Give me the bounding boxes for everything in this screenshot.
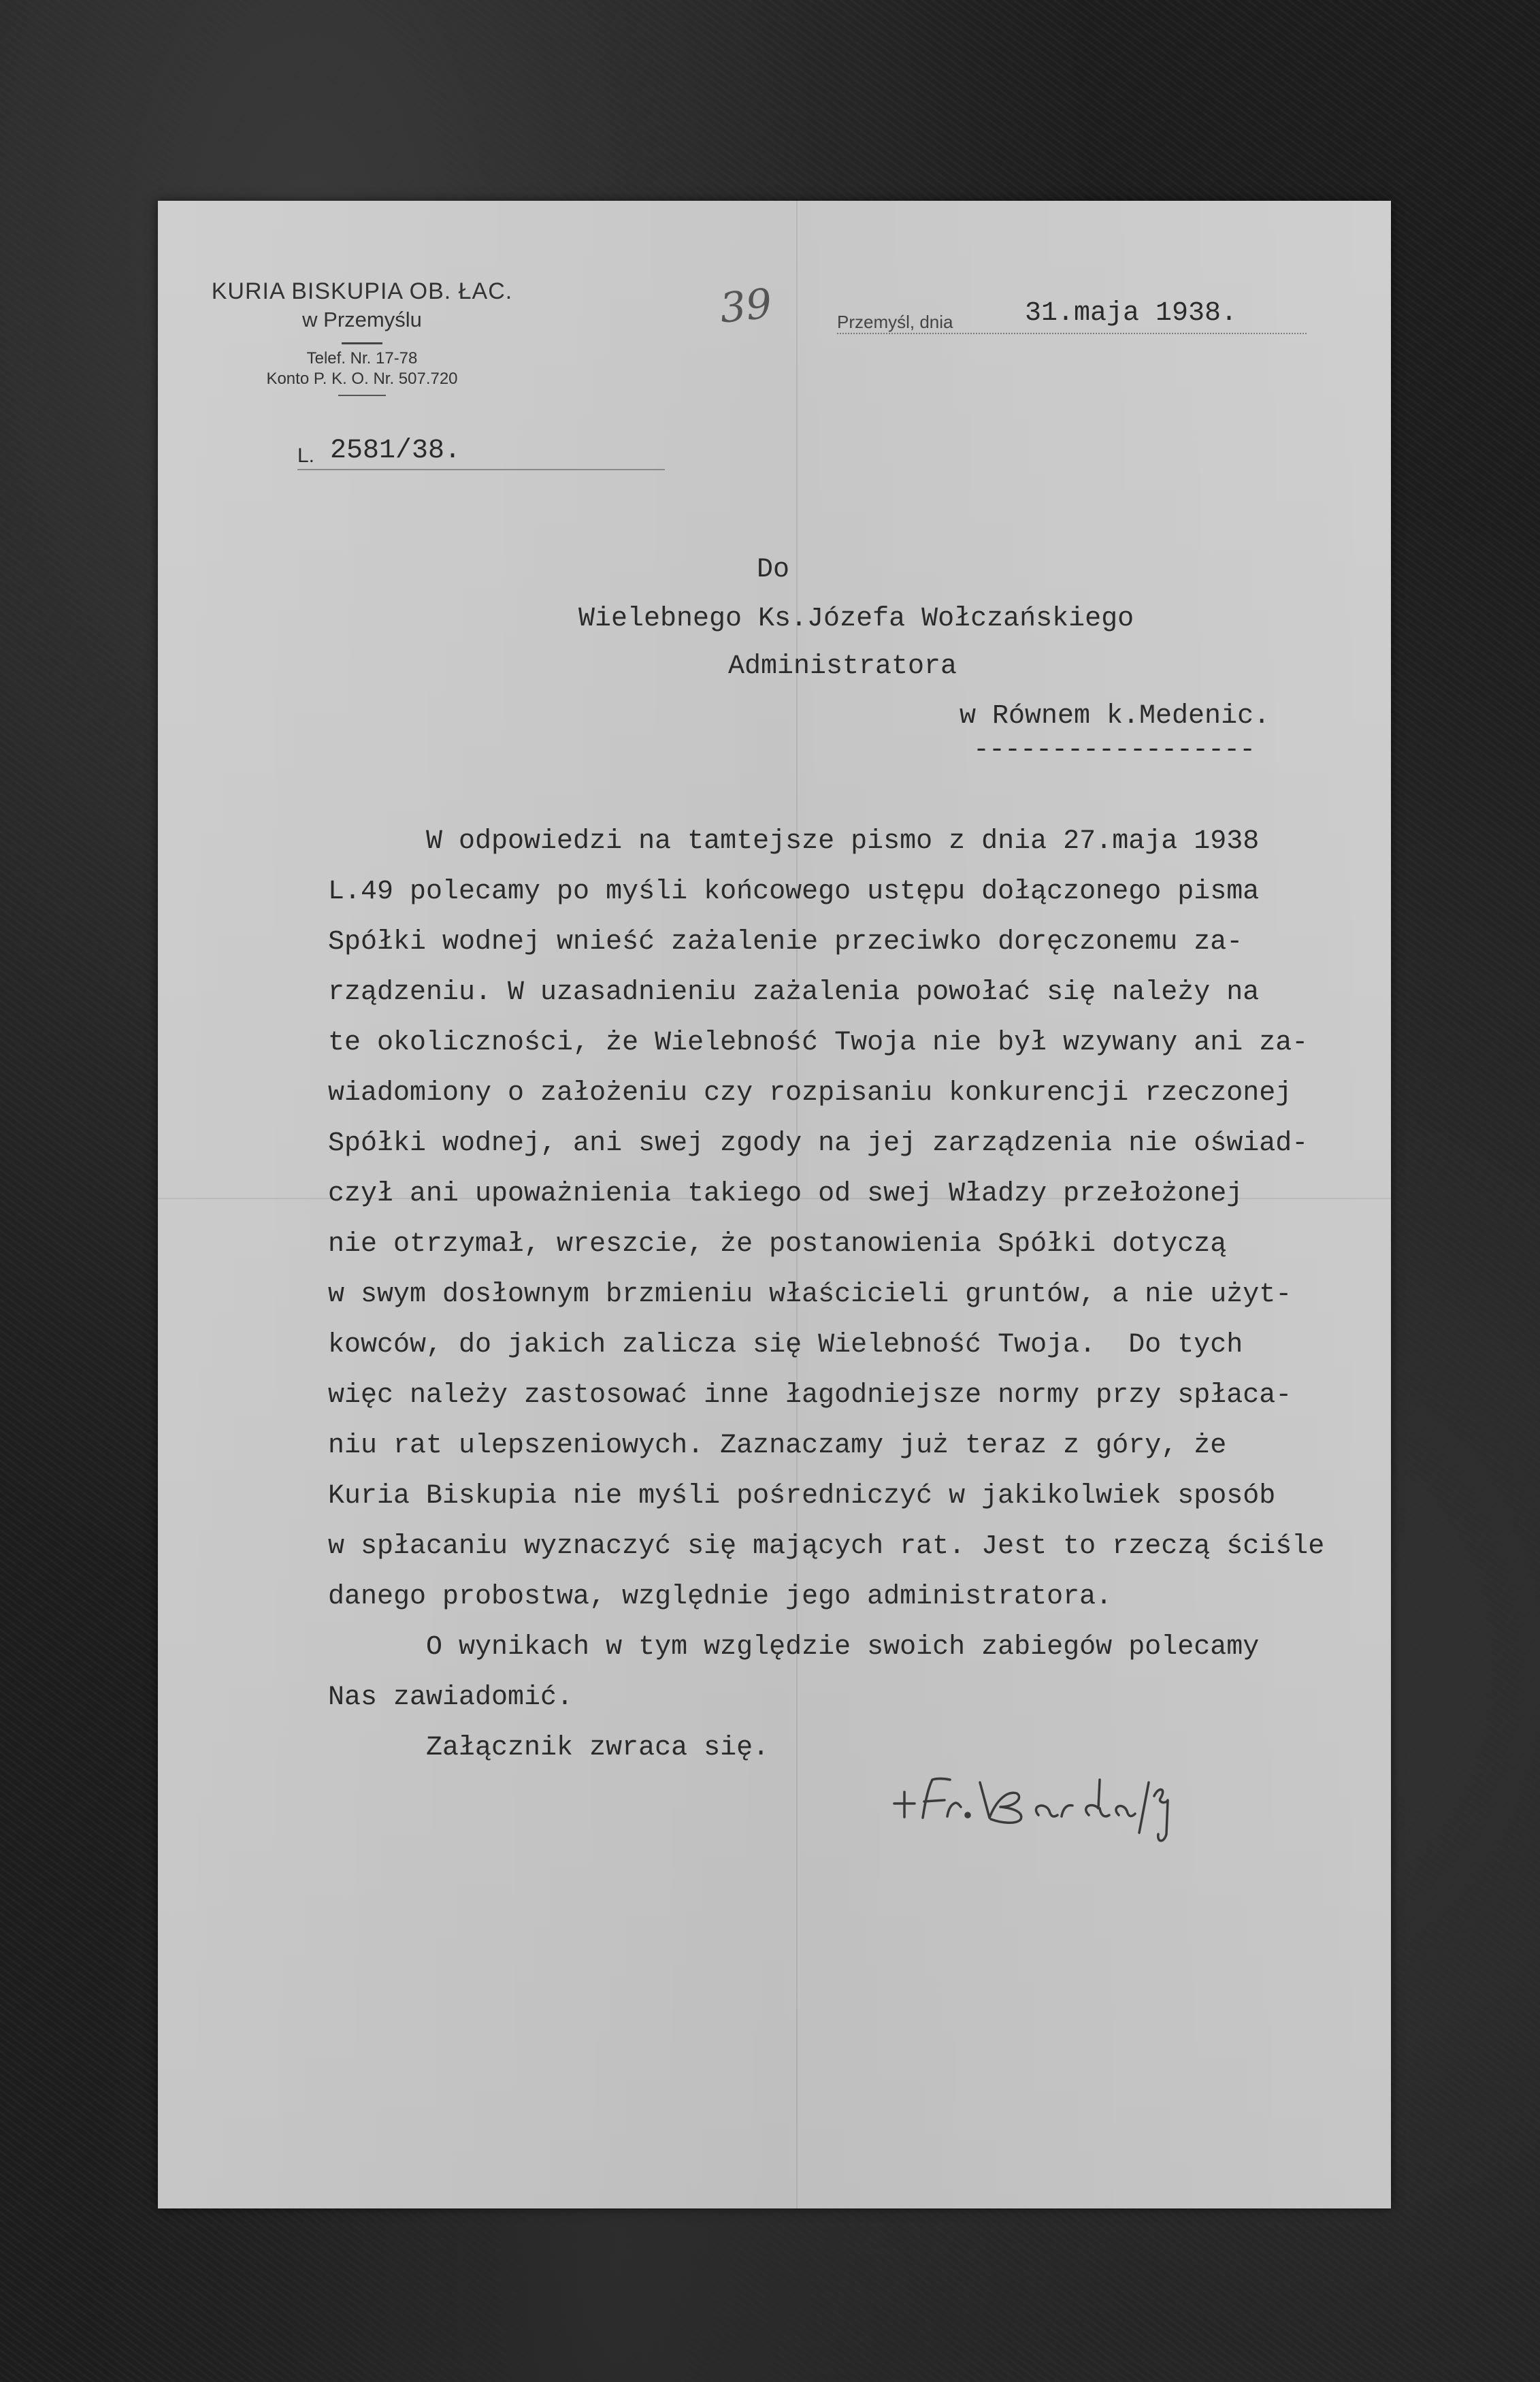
signature <box>887 1752 1187 1855</box>
body-line: więc należy zastosować inne łagodniejsze normy przy spłaca- <box>328 1380 1292 1411</box>
address-to: Do <box>757 555 790 585</box>
letterhead-city: w Przemyślu <box>302 308 422 331</box>
address-underline: ------------------ <box>973 735 1256 766</box>
date-label: Przemyśl, dnia <box>837 312 953 332</box>
body-line: czył ani upoważnienia takiego od swej Władzy przełożonej <box>328 1179 1243 1209</box>
body-line: Nas zawiadomić. <box>328 1682 574 1713</box>
body-line: Spółki wodnej wnieść zażalenie przeciwko doręczonemu za- <box>328 927 1243 958</box>
date-line <box>837 291 1307 334</box>
reference-number: 2581/38. <box>330 436 461 466</box>
letterhead-account: Konto P. K. O. Nr. 507.720 <box>266 370 458 388</box>
body-line: rządzeniu. W uzasadnieniu zażalenia powołać się należy na <box>328 977 1260 1008</box>
reference-number-line <box>297 431 665 470</box>
body-line: w spłacaniu wyznaczyć się mających rat. Jest to rzeczą ściśle <box>328 1531 1325 1562</box>
body-line: danego probostwa, względnie jego administratora. <box>328 1582 1113 1612</box>
letter-body <box>328 817 1362 1774</box>
body-line: O wynikach w tym względzie swoich zabiegów polecamy <box>328 1632 1260 1663</box>
letterhead <box>185 277 539 396</box>
folio-number: 39 <box>717 280 774 333</box>
body-line: wiadomiony o założeniu czy rozpisaniu konkurencji rzeczonej <box>328 1078 1292 1109</box>
letter-page <box>158 201 1391 2208</box>
letterhead-divider-short <box>338 395 386 396</box>
letterhead-name: KURIA BISKUPIA OB. ŁAC. <box>211 278 513 304</box>
body-line: Kuria Biskupia nie myśli pośredniczyć w jakikolwiek sposób <box>328 1481 1276 1512</box>
body-line: kowców, do jakich zalicza się Wielebność Twoja. Do tych <box>328 1330 1243 1360</box>
body-line: Spółki wodnej, ani swej zgody na jej zarządzenia nie oświad- <box>328 1128 1309 1159</box>
body-line: nie otrzymał, wreszcie, że postanowienia Spółki dotyczą <box>328 1229 1227 1260</box>
body-line: W odpowiedzi na tamtejsze pismo z dnia 27.maja 1938 <box>328 826 1260 857</box>
body-line: L.49 polecamy po myśli końcowego ustępu dołączonego pisma <box>328 877 1260 907</box>
letterhead-divider <box>342 342 382 344</box>
body-line: niu rat ulepszeniowych. Zaznaczamy już teraz z góry, że <box>328 1431 1227 1461</box>
address-name: Wielebnego Ks.Józefa Wołczańskiego <box>578 604 1134 634</box>
body-line: Załącznik zwraca się. <box>328 1733 770 1763</box>
address-title: Administratora <box>728 651 957 682</box>
reference-label: L. <box>297 444 315 467</box>
date-value: 31.maja 1938. <box>1025 298 1238 329</box>
body-line: w swym dosłownym brzmieniu właścicieli gruntów, a nie użyt- <box>328 1279 1292 1310</box>
body-line: te okoliczności, że Wielebność Twoja nie był wzywany ani za- <box>328 1028 1309 1058</box>
letterhead-phone: Telef. Nr. 17-78 <box>306 349 418 368</box>
address-place: w Równem k.Medenic. <box>960 701 1271 732</box>
